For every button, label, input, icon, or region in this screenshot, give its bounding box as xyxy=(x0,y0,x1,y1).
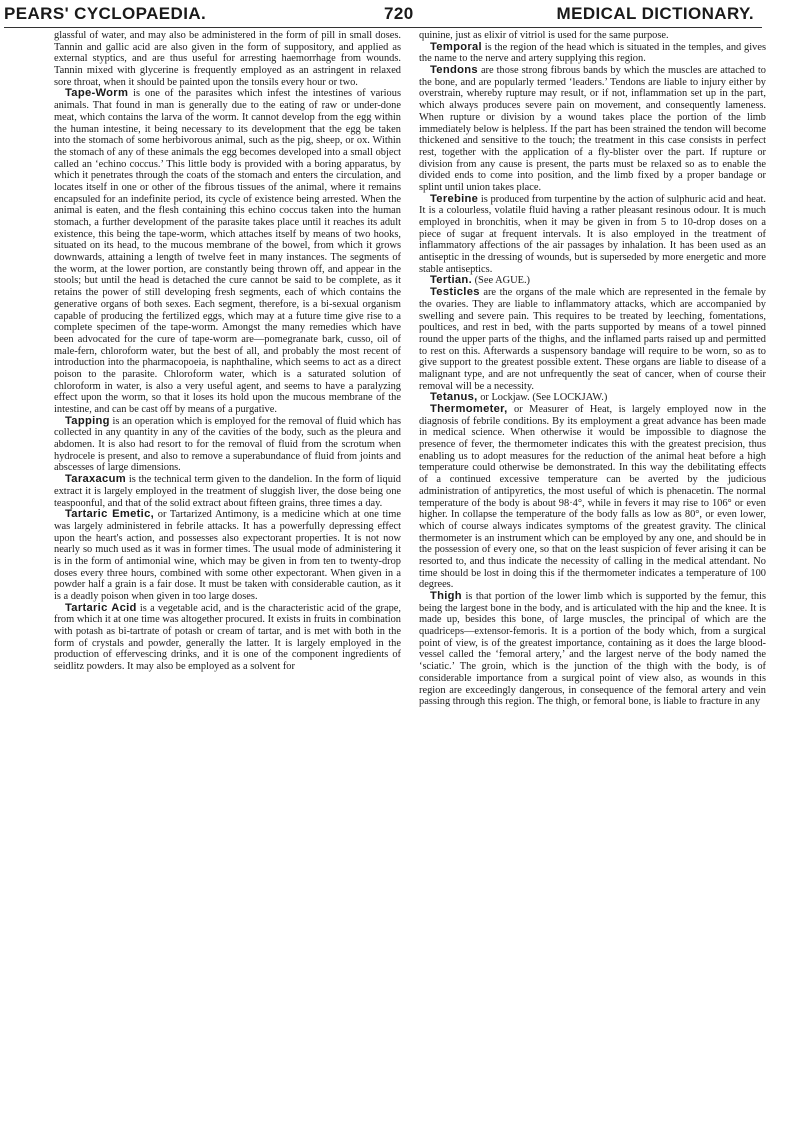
entry-text: or Lockjaw. (See LOCKJAW.) xyxy=(480,392,608,404)
entry-tendons xyxy=(419,65,766,194)
entry-continued xyxy=(54,30,401,88)
entry-text: are those strong fibrous bands by which the muscles are attached to the bone, and are popularly termed ‘leaders.’ Tendons are liable to injury either by overstrain, whereby rupture may result, or if not, inflammation set up in the part, which always produces severe pain on movement, and consequently lameness. When rupture or division by a wound takes place the portion of the limb immediately below is helpless. If the part has been strained the tendon will become thickened and sensitive to the touch; the treatment in this case consists in perfect rest, together with the application of a fly-blister over the part. If rupture or division from any cause is present, the parts must be relaxed so as to enable the divided ends to come into position, and the limb fixed by a proper bandage or splint until union takes place. xyxy=(419,65,766,193)
entry-headword: Thigh xyxy=(430,590,462,602)
entry-headword: Testicles xyxy=(430,286,480,299)
entry-text: is a vegetable acid, and is the characteristic acid of the grape, from which it at one time was altogether procured. It exists in fruits in combination with potash as bi-tartrate of potash or cream of tartar, and is met with both in the form of crystals and powder, generally the latter. It is largely employed in the production of effervescing drinks, and it is one of the component ingredients of seidlitz powders. It may also be employed as a solvent for xyxy=(54,602,401,673)
left-column xyxy=(54,30,401,1136)
running-head-title: PEARS' CYCLOPAEDIA. xyxy=(4,4,207,23)
entry-terebine xyxy=(419,194,766,276)
entry-text: are the organs of the male which are represented in the female by the ovaries. They are liable to inflammatory attacks, which are accompanied by swelling and severe pain. This requires to be treated by leeching, fomentations, poultices, and rest in bed, with the parts supported by means of a towel pinned round the upper parts of the thighs, and the inflamed parts raised up and permitted to rest on this. Afterwards a suspensory bandage will require to be worn, so as to give support to the greatest possible extent. These organs are liable to disease of a malignant type, and are not unfrequently the seat of cancer, when of course their removal will be a necessity. xyxy=(419,287,766,392)
entry-testicles xyxy=(419,287,766,392)
entry-text: is that portion of the lower limb which is supported by the femur, this being the largest bone in the body, and is articulated with the hip and the knee. It is made up, besides this bone, of large muscles, the principal of which are the quadriceps—extensor-femoris. It is a portion of the body which, from a surgical point of view, is of the greatest importance, containing as it does the large blood-vessel called the ‘femoral artery,’ and the largest nerve of the body named the ‘sciatic.’ The groin, which is the junction of the thigh with the body, is of considerable importance from a surgical point of view also, as wounds in this region are exceedingly dangerous, in consequence of the femoral artery and vein passing through this region. The thigh, or femoral bone, is liable to fracture in any xyxy=(419,591,766,708)
entry-tape-worm xyxy=(54,88,401,415)
entry-text: or Tartarized Antimony, is a medicine which at one time was largely administered in febrile attacks. It has a powerfully depressing effect upon the heart's action, and possesses also expectorant properties. It is not now nearly so much used as it was in former times. The usual mode of administering it is in the form of antimonial wine, which may be given in from ten to twenty-drop doses every three hours, combined with some other expectorant. When given in a powder half a grain is a fair dose. It must be taken with considerable caution, as it is a deadly poison when given in too large doses. xyxy=(54,509,401,602)
running-head-section: MEDICAL DICTIONARY. xyxy=(556,4,754,23)
entry-text: is produced from turpentine by the action of sulphuric acid and heat. It is a colourless, volatile fluid having a rather pleasant resinous odour. It is much employed in bronchitis, when it may be given in from 5 to 10-drop doses on a piece of sugar at frequent intervals. It is also employed in the treatment of inflammatory affections of the air passages by inhalation. It has been used as an antiseptic in the dressing of wounds, but is superseded by more energetic and more stable antiseptics. xyxy=(419,193,766,275)
entry-headword: Tapping xyxy=(65,414,110,427)
entry-text: glassful of water, and may also be administered in the form of pill in small doses. Tannin and gallic acid are also given in the form of suppository, and applied as external styptics, and are thus useful for arresting haemorrhage from wounds. Tannin mixed with glycerine is frequently employed as an astringent in relaxed sore throat, when it should be painted upon the tonsils every hour or two. xyxy=(54,30,401,88)
entry-headword: Taraxacum xyxy=(65,473,126,486)
entry-text: is the region of the head which is situated in the temples, and gives the name to the nerve and artery supplying this region. xyxy=(419,41,766,65)
entry-tartaric-emetic xyxy=(54,509,401,603)
entry-headword: Terebine xyxy=(430,192,479,205)
entry-text: (See AGUE.) xyxy=(474,275,530,287)
running-head xyxy=(0,4,800,28)
page-number: 720 xyxy=(384,4,414,23)
entry-tapping xyxy=(54,416,401,474)
entry-taraxacum xyxy=(54,474,401,509)
entry-temporal xyxy=(419,42,766,65)
entry-text: is one of the parasites which infest the intestines of various animals. That found in man is generally due to the eating of raw or under-done meat, which contains the larva of the worm. It cannot develop from the egg within the human intestine, it being necessary to its development that the egg be taken into the stomach of some herbivorous animal, such as the pig, sheep, or ox. Within the stomach of any of these animals the egg becomes developed into a small object called an ‘echino coccus.’ This little body is provided with a boring apparatus, by which it penetrates through the coats of the stomach and enters the circulation, and locates itself in one or other of the fibrous tissues of the animal, where it remains encapsuled for an indefinite period, its cycle of existence being arrested. When the animal is eaten, and the flesh containing this echino coccus taken into the human stomach, a further development of the parasite takes place until it reaches its adult existence, this being the tape-worm, which attaches itself by means of two hooks, situated on its head, to the mucous membrane of the bowel, from which it grows downwards, attaining a length of twelve feet in many instances. The segments of the worm, at the lower portion, are constantly being thrown off, and appear in the stools; but until the head is detached the cure cannot be said to be complete, as it retains the power of still developing fresh segments, each of which contains the generative organs of both sexes. Each segment, therefore, is a bi-sexual organism capable of producing the fertilized eggs, which may at a future time give rise to a complete specimen of the tape-worm. Amongst the many remedies which have been advocated for the cure of tape-worm are—pomegranate bark, cusso, oil of male-fern, chloroform water, but the best of all, and probably the most recent of introduction into the pharmacopoeia, is naphthaline, which seems to act as a direct poison to the parasite. Chloroform water, which is a saturated solution of chloroform in water, is also a very useful agent, and seems to have a paralyzing effect upon the worm, so that it loses its hold upon the mucous membrane of the intestine, and can be cast off by means of a purgative. xyxy=(54,88,401,415)
entry-headword: Tape-Worm xyxy=(65,87,129,100)
entry-headword: Tartaric Emetic, xyxy=(65,508,155,521)
entry-text: is the technical term given to the dandelion. In the form of liquid extract it is largely employed in the treatment of sluggish liver, the dose being one teaspoonful, and that of the solid extract about fifteen grains, three times a day. xyxy=(54,474,401,509)
header-rule xyxy=(4,27,762,28)
entry-thigh xyxy=(419,591,766,708)
entry-tartaric-acid xyxy=(54,603,401,673)
text-columns xyxy=(54,30,766,1136)
right-column xyxy=(419,30,766,1136)
entry-headword: Thermometer, xyxy=(430,403,508,415)
entry-text: or Measurer of Heat, is largely employed now in the diagnosis of febrile conditions. By its employment a great advance has been made in medical science. When otherwise it would be impossible to diagnose the presence of fever, the thermometer indicates this with the greatest precision, thus enabling us to adopt measures for the reduction of the animal heat before a high temperature could otherwise be demonstrated. In this way the debilitating effects of a continued excessive temperature can be averted by the judicious administration of antipyretics, the most useful of which is phenacetin. The normal temperature of the body is about 98·4°, while in fevers it may rise to 106° or even higher. In collapse the temperature of the body falls as low as 80°, or even lower, which of course always indicates symptoms of the greatest gravity. The clinical thermometer is an instrument which can be employed by any one, and should be in the possession of every one, so that on the least suspicion of fever arising it can be resorted to, and thus indicate the necessity of calling in the medical attendant. No time should be lost in doing this if the thermometer indicates a temperature of 100 degrees. xyxy=(419,404,766,591)
entry-headword: Tartaric Acid xyxy=(65,601,137,614)
entry-text: is an operation which is employed for the removal of fluid which has collected in any quantity in any of the cavities of the body, such as the pleura and abdomen. It is also had resort to for the removal of fluid from the scrotum when hydrocele is present, and also to remove a superabundance of fluid from joints and abscesses of large dimensions. xyxy=(54,415,401,474)
entry-headword: Tertian. xyxy=(430,274,472,287)
entry-headword: Tendons xyxy=(430,64,478,77)
entry-text: quinine, just as elixir of vitriol is used for the same purpose. xyxy=(419,30,669,41)
entry-thermometer xyxy=(419,404,766,591)
entry-headword: Temporal xyxy=(430,40,482,53)
entry-headword: Tetanus, xyxy=(430,391,478,404)
